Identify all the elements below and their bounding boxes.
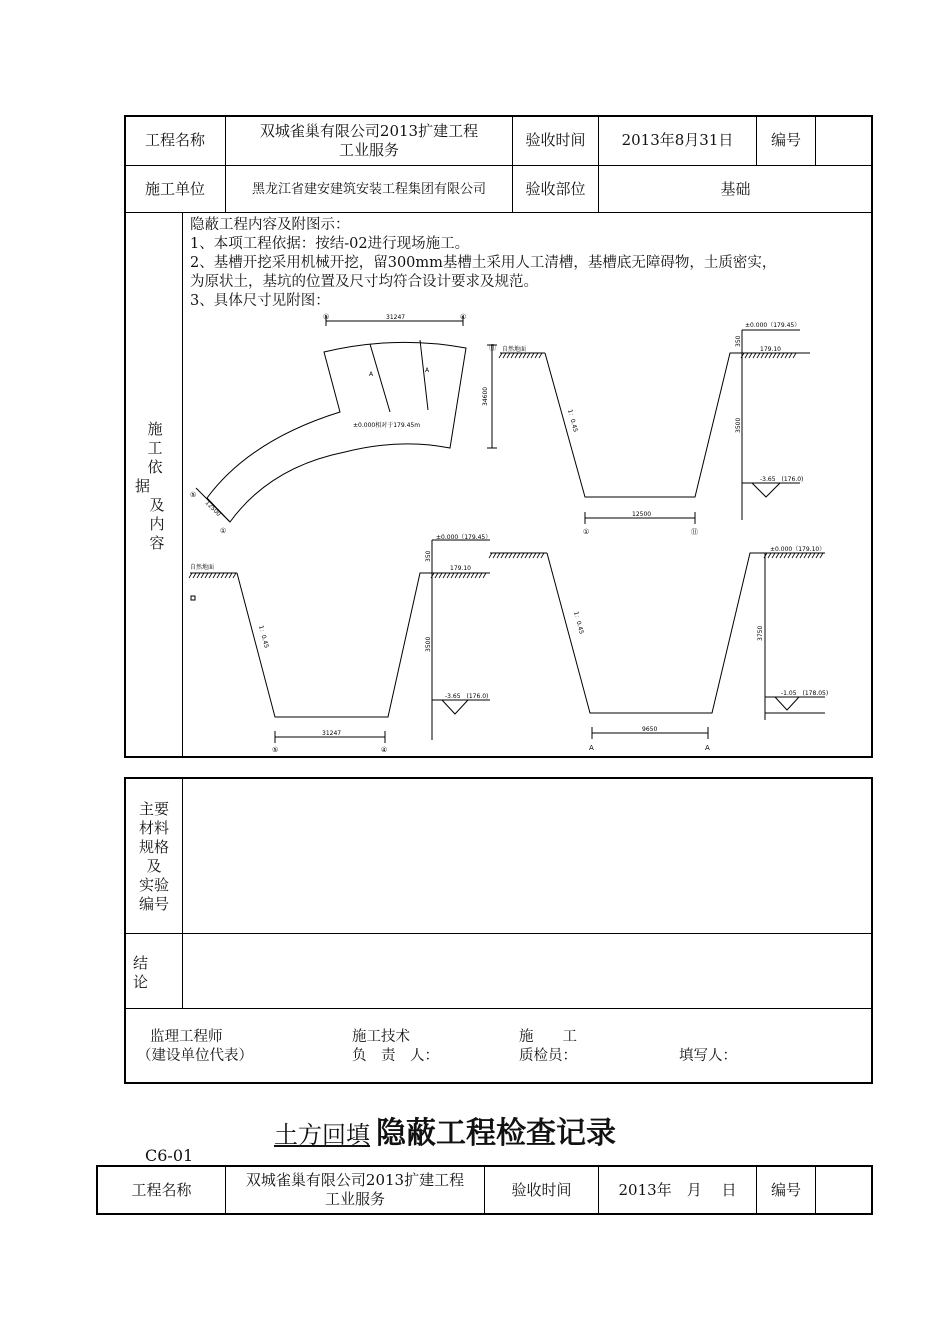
next-acceptance-time-label: 验收时间 xyxy=(511,1180,572,1199)
ground-hatch xyxy=(768,553,771,558)
basis-label-char: 容 xyxy=(149,534,165,552)
ground-hatch xyxy=(443,573,446,578)
s1-depth: 3500 xyxy=(735,417,742,433)
basis-label-char: 内 xyxy=(149,515,165,533)
s1-slope: 1：0.45 xyxy=(566,408,579,433)
conclusion-label-line: 结 xyxy=(133,954,149,972)
ground-hatch xyxy=(537,553,540,558)
ground-hatch xyxy=(761,353,764,358)
ground-hatch xyxy=(765,353,768,358)
ground-hatch xyxy=(745,353,748,358)
number-label: 编号 xyxy=(770,131,801,149)
ground-hatch xyxy=(435,573,438,578)
divider xyxy=(125,212,872,213)
basis-intro: 隐蔽工程内容及附图示： xyxy=(190,217,350,233)
ground-hatch xyxy=(475,573,478,578)
divider xyxy=(182,778,183,1008)
plan-elevation-note: ±0.000相对于179.45m xyxy=(353,422,421,429)
s1-axis-left: ① xyxy=(583,528,590,536)
s2-small-box xyxy=(191,596,195,600)
s1-bottom-elev: -3.65 (176.0) xyxy=(760,476,804,483)
s1-bottom-mark xyxy=(752,483,780,497)
next-project-name-line2: 工业服务 xyxy=(324,1190,385,1208)
ground-hatch xyxy=(497,553,500,558)
ground-hatch xyxy=(535,353,538,358)
ground-hatch xyxy=(503,353,506,358)
s3-bottom-mark xyxy=(775,697,799,710)
ground-hatch xyxy=(757,353,760,358)
ground-hatch xyxy=(447,573,450,578)
s2-axis-right: ④ xyxy=(381,746,388,754)
conclusion-label xyxy=(133,954,148,992)
divider xyxy=(125,933,872,934)
ground-hatch xyxy=(769,353,772,358)
ground-hatch xyxy=(820,553,823,558)
s1-natural-elev: 179.10 xyxy=(760,346,781,353)
ground-hatch xyxy=(501,553,504,558)
plan-corner-axis: ⑤ xyxy=(190,491,197,499)
ground-hatch xyxy=(505,553,508,558)
ground-hatch xyxy=(479,573,482,578)
supervisor-line2: （建设单位代表） xyxy=(137,1048,253,1064)
plan-section-mark: A xyxy=(369,371,374,378)
plan-corner-axis: ① xyxy=(220,527,227,535)
plan-inner-line xyxy=(370,344,390,412)
ground-hatch xyxy=(816,553,819,558)
materials-label-line: 主要 xyxy=(138,800,169,818)
basis-item-2-line1: 2、基槽开挖采用机械开挖，留300mm基槽土采用人工清槽，基槽底无障碍物，土质密实， xyxy=(190,255,777,271)
tech-line2: 负 责 人： xyxy=(352,1048,439,1064)
s3-width: 9650 xyxy=(642,726,658,733)
s1-ground-label: 自然地面 xyxy=(502,346,527,353)
plan-section-mark: A xyxy=(425,367,430,374)
construction-unit-label: 施工单位 xyxy=(144,179,205,198)
ground-hatch xyxy=(749,353,752,358)
ground-hatch xyxy=(483,573,486,578)
basis-label-char: 工 xyxy=(147,439,163,457)
tech-line1: 施工技术 xyxy=(352,1029,410,1045)
ground-hatch xyxy=(513,553,516,558)
ground-hatch xyxy=(525,553,528,558)
s3-top-elev: ±0.000（179.10） xyxy=(770,546,826,553)
ground-hatch xyxy=(793,353,796,358)
ground-hatch xyxy=(509,553,512,558)
divider xyxy=(125,1008,872,1009)
record-code: C6-01 xyxy=(145,1146,194,1165)
s2-bottom-elev: -3.65 (176.0) xyxy=(445,693,489,700)
plan-corner-dim: 12500 xyxy=(203,499,223,518)
materials-label-line: 规格 xyxy=(138,838,169,856)
s1-width: 12500 xyxy=(632,511,652,518)
ground-hatch xyxy=(780,553,783,558)
ground-hatch xyxy=(796,553,799,558)
ground-hatch xyxy=(521,553,524,558)
ground-hatch xyxy=(459,573,462,578)
conclusion-label-line: 论 xyxy=(133,973,149,991)
ground-hatch xyxy=(781,353,784,358)
s3-depth: 3750 xyxy=(757,625,764,641)
ground-hatch xyxy=(812,553,815,558)
ground-hatch xyxy=(519,353,522,358)
next-project-name-value xyxy=(226,1166,484,1214)
ground-hatch xyxy=(471,573,474,578)
ground-hatch xyxy=(467,573,470,578)
ground-hatch xyxy=(455,573,458,578)
ground-hatch xyxy=(205,573,208,578)
excavation-drawings xyxy=(183,310,871,756)
ground-hatch xyxy=(773,353,776,358)
ground-hatch xyxy=(517,553,520,558)
ground-hatch xyxy=(201,573,204,578)
ground-hatch xyxy=(785,353,788,358)
materials-label-line: 及 xyxy=(146,857,162,875)
ground-hatch xyxy=(515,353,518,358)
supervisor-line1: 监理工程师 xyxy=(150,1029,223,1045)
ground-hatch xyxy=(499,353,502,358)
materials-label xyxy=(126,800,182,914)
ground-hatch xyxy=(197,573,200,578)
ground-hatch xyxy=(229,573,232,578)
s1-dim-small: 350 xyxy=(735,335,742,347)
acceptance-part-label: 验收部位 xyxy=(525,179,586,198)
ground-hatch xyxy=(753,353,756,358)
ground-hatch xyxy=(451,573,454,578)
project-name-line2: 工业服务 xyxy=(338,140,399,159)
s2-axis-left: ⑤ xyxy=(272,746,279,754)
ground-hatch xyxy=(213,573,216,578)
ground-hatch xyxy=(217,573,220,578)
plan-axis-d: ⑪ xyxy=(489,344,496,352)
title-main: 隐蔽工程检查记录 xyxy=(376,1116,616,1151)
ground-hatch xyxy=(209,573,212,578)
materials-label-line: 材料 xyxy=(138,819,169,837)
acceptance-time-value: 2013年8月31日 xyxy=(621,131,734,149)
ground-hatch xyxy=(531,353,534,358)
acceptance-part-value: 基础 xyxy=(720,179,751,198)
ground-hatch xyxy=(507,353,510,358)
title-prefix: 土方回填 xyxy=(274,1121,370,1149)
ground-hatch xyxy=(541,553,544,558)
materials-label-line: 实验 xyxy=(138,876,169,894)
ground-hatch xyxy=(804,553,807,558)
s3-slope: 1：0.45 xyxy=(572,610,585,635)
ground-hatch xyxy=(800,553,803,558)
ground-hatch xyxy=(784,553,787,558)
ground-hatch xyxy=(788,553,791,558)
s1-top-elev: ±0.000（179.45） xyxy=(745,322,801,329)
ground-hatch xyxy=(463,573,466,578)
s3-axis-right: A xyxy=(705,744,710,752)
s2-ground-label: 自然地面 xyxy=(190,564,215,571)
divider xyxy=(815,1166,816,1214)
ground-hatch xyxy=(493,553,496,558)
construction-unit-value: 黑龙江省建安建筑安装工程集团有限公司 xyxy=(251,181,486,197)
ground-hatch xyxy=(777,353,780,358)
plan-inner-line xyxy=(420,340,428,410)
project-name-label: 工程名称 xyxy=(144,131,205,149)
ground-hatch xyxy=(489,553,492,558)
next-acceptance-time-value: 2013年 月 日 xyxy=(618,1180,737,1199)
ground-hatch xyxy=(539,353,542,358)
basis-label-char: 及 xyxy=(149,496,165,514)
qc-line2: 质检员： xyxy=(519,1048,577,1064)
plan-axis-b: ④ xyxy=(460,313,467,321)
s2-natural-elev: 179.10 xyxy=(450,565,471,572)
next-record-title xyxy=(262,1108,616,1152)
plan-top-dim: 31247 xyxy=(386,314,406,321)
next-number-label: 编号 xyxy=(770,1180,801,1199)
s2-depth: 3500 xyxy=(425,636,432,652)
materials-label-line: 编号 xyxy=(138,895,169,913)
ground-hatch xyxy=(225,573,228,578)
s2-bottom-mark xyxy=(442,700,468,714)
next-project-name-label: 工程名称 xyxy=(131,1180,192,1199)
basis-label-char: 依 xyxy=(147,458,163,476)
plan-axis-a: ⑤ xyxy=(323,313,330,321)
project-name-line1: 双城雀巢有限公司2013扩建工程 xyxy=(259,121,479,140)
s2-slope: 1：0.45 xyxy=(257,624,270,649)
qc-line1: 施 工 xyxy=(519,1029,577,1045)
basis-label-char: 施 xyxy=(147,420,163,438)
ground-hatches xyxy=(189,353,826,578)
project-name-value xyxy=(226,116,512,165)
basis-item-3: 3、具体尺寸见附图： xyxy=(190,293,330,309)
acceptance-time-label: 验收时间 xyxy=(525,131,586,149)
ground-hatch xyxy=(221,573,224,578)
s3-axis-left: A xyxy=(589,744,594,752)
ground-hatch xyxy=(189,573,192,578)
filler-label: 填写人： xyxy=(679,1048,737,1064)
ground-hatch xyxy=(808,553,811,558)
ground-hatch xyxy=(772,553,775,558)
basis-item-2-line2: 为原状土，基坑的位置及尺寸均符合设计要求及规范。 xyxy=(190,274,538,290)
s1-axis-right: ⑪ xyxy=(691,528,698,536)
ground-hatch xyxy=(233,573,236,578)
s3-bottom-elev: -1.05 (178.05) xyxy=(781,690,829,697)
s2-dim-small: 350 xyxy=(425,550,432,562)
ground-hatch xyxy=(511,353,514,358)
number-value xyxy=(816,116,872,165)
ground-hatch xyxy=(792,553,795,558)
s2-width: 31247 xyxy=(322,730,342,737)
ground-hatch xyxy=(776,553,779,558)
ground-hatch xyxy=(789,353,792,358)
ground-hatch xyxy=(523,353,526,358)
ground-hatch xyxy=(533,553,536,558)
next-project-name-line1: 双城雀巢有限公司2013扩建工程 xyxy=(245,1171,465,1189)
basis-item-1: 1、本项工程依据：按结-02进行现场施工。 xyxy=(190,236,470,252)
plan-depth-dim: 34600 xyxy=(482,386,489,406)
basis-label-char: 据 xyxy=(135,477,151,495)
ground-hatch xyxy=(439,573,442,578)
s2-top-elev: ±0.000（179.45） xyxy=(436,534,492,541)
ground-hatch xyxy=(527,353,530,358)
record-table-2 xyxy=(124,777,873,1084)
ground-hatch xyxy=(193,573,196,578)
basis-label xyxy=(126,420,182,553)
ground-hatch xyxy=(529,553,532,558)
